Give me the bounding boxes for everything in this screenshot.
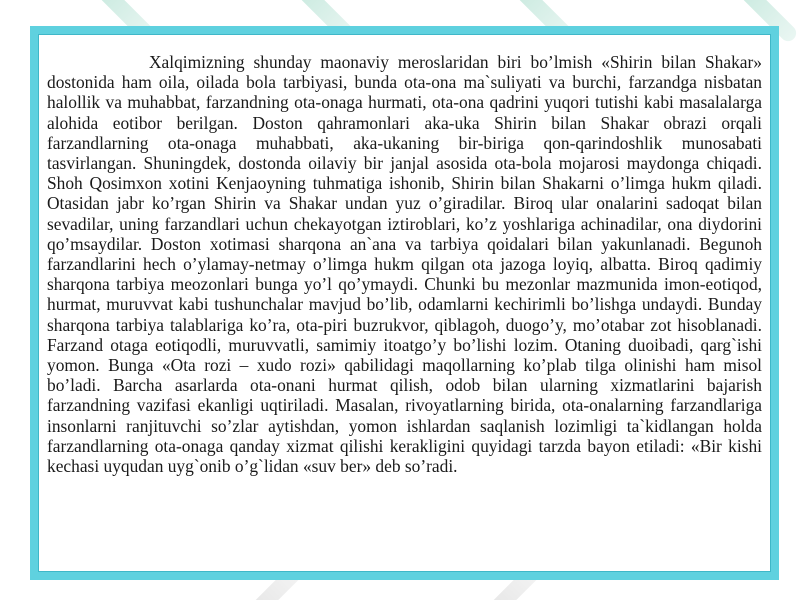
text-frame (30, 26, 779, 580)
body-paragraph: Xalqimizning shunday maonaviy meroslaridan biri bo’lmish «Shirin bilan Shakar» dostonida ham oila, oilada bola tarbiyasi, bunda ota-ona ma`suliyati va burchi, farzandga nisbatan halollik va muhabbat, farzandning ota-onaga hurmati, ota-ona qadrini yuqori tutishi kabi masalalarga alohida eotibor berilgan. Doston qahramonlari aka-uka Shirin bilan Shakar obrazi orqali farzandlarning ota-onaga muhabbati, aka-ukaning bir-biriga qon-qarindoshlik munosabati tasvirlangan. Shuningdek, dostonda oilaviy bir janjal asosida ota-bola mojarosi maydonga chiqadi. Shoh Qosimxon xotini Kenjaoyning tuhmatiga ishonib, Shirin bilan Shakarni o’limga hukm qiladi. Otasidan jabr ko’rgan Shirin va Shakar undan yuz o’giradilar. Biroq ular onalarini sadoqat bilan sevadilar, uning farzandlari uchun chekayotgan iztiroblari, ko’z yoshlariga achinadilar, ona diydorini qo’msaydilar. Doston xotimasi sharqona an`ana va tarbiya qoidalari bilan yakunlanadi. Begunoh farzandlarini hech o’ylamay-netmay o’limga hukm qilgan ota jazoga loyiq, albatta. Biroq qadimiy sharqona tarbiya meozonlari bunga yo’l qo’ymaydi. Chunki bu mezonlar mazmunida imon-eotiqod, hurmat, muruvvat kabi tushunchalar mavjud bo’lib, odamlarni kechirimli bo’lishga undaydi. Bunday sharqona tarbiya talablariga ko’ra, ota-piri buzrukvor, qiblagoh, duogo’y, mo’otabar zot hisoblanadi. Farzand otaga eotiqodli, muruvvatli, samimiy itoatgo’y bo’lishi lozim. Otaning duoibadi, qarg`ishi yomon. Bunga «Ota rozi – xudo rozi» qabilidagi maqollarning ko’plab tilga olinishi ham misol bo’ladi. Barcha asarlarda ota-onani hurmat qilish, odob bilan ularning xizmatlarini bajarish farzandning vazifasi ekanligi uqtiriladi. Masalan, rivoyatlarning birida, ota-onalarning farzandlariga insonlarni ranjituvchi so’zlar aytishdan, yomon ishlardan saqlanish lozimligi ta`kidlangan holda farzandlarning ota-onaga qanday xizmat qilishi kerakligini quyidagi tarzda bayon etiladi: «Bir kishi kechasi uyqudan uyg`onib o’g`lidan «suv ber» deb so’radi. (47, 52, 762, 477)
